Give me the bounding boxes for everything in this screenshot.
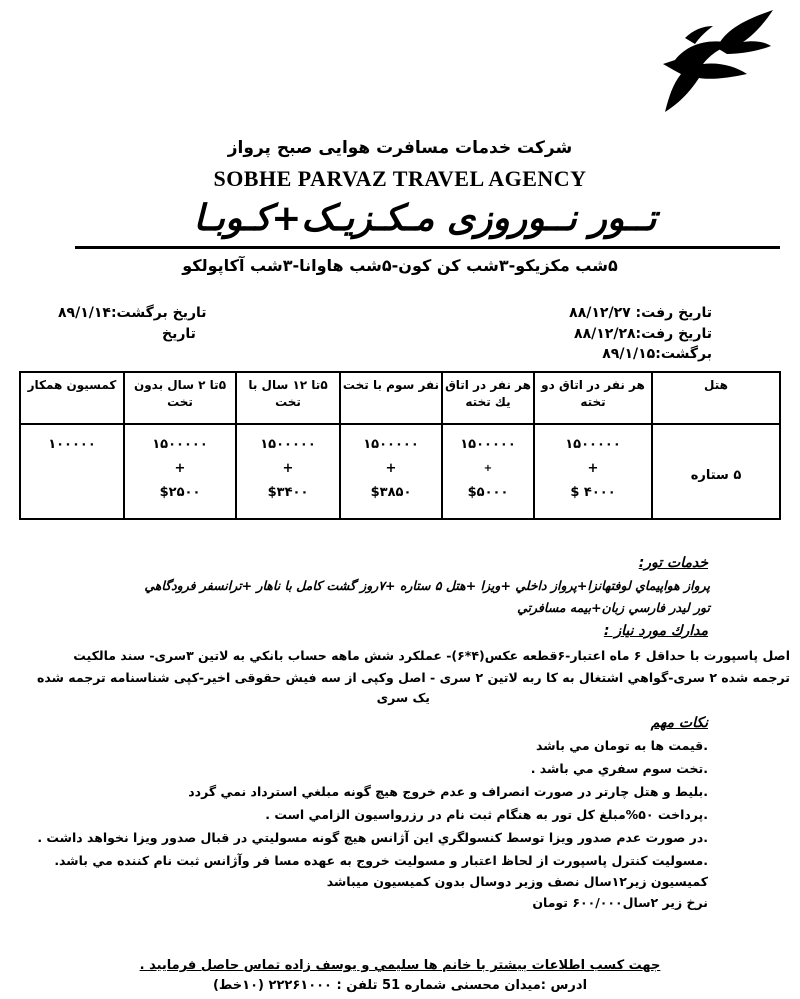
cell-third: [340, 424, 442, 519]
price-plus: +: [483, 463, 493, 474]
cell-double: [534, 424, 652, 519]
itinerary: ۵شب مکزیکو-۳شب کن کون-۵شب هاوانا-۳شب آکاپولکو: [182, 256, 618, 275]
header-child-nobed: ۵تا ۲ سال بدون تخت: [124, 372, 236, 424]
services-line-1: پرواز هواپيماي لوفتهانزا+پرواز داخلي +ويزا +هتل ۵ ستاره +۷روز گشت کامل با ناهار +ترانسفر فرودگاهي: [144, 578, 710, 593]
price-plus: +: [587, 461, 599, 476]
tour-title: تــور نــوروزی مـکـزیـک+کـوبـا: [193, 198, 657, 239]
note-item: .در صورت عدم صدور ويزا توسط کنسولگري اين آژانس هيچ گونه مسوليتي در قبال صدور ويزا نخواهد داشت .: [37, 830, 708, 845]
note-item: .بليط و هتل چارتر در صورت انصراف و عدم خروج هيچ گونه مبلغي استرداد نمي گردد: [188, 784, 708, 799]
price-rial: ۱۵۰۰۰۰۰: [260, 437, 316, 452]
title-divider: [75, 246, 780, 249]
note-item: .پرداخت ۵۰%مبلغ کل تور به هنگام ثبت نام در رزرواسيون الزامي است .: [265, 807, 708, 822]
header-hotel: هتل: [652, 372, 780, 424]
company-name-english: SOBHE PARVAZ TRAVEL AGENCY: [213, 166, 587, 191]
cell-commission: ۱۰۰۰۰۰: [20, 424, 124, 519]
note-item: .قيمت ها به تومان مي باشد: [536, 738, 708, 753]
note-item: کميسيون زير۱۲سال نصف وزير دوسال بدون کمیسیون میباشد: [326, 874, 708, 889]
note-item: .تخت سوم سفري مي باشد .: [530, 761, 708, 776]
header-child-bed: ۵تا ۱۲ سال با تخت: [236, 372, 340, 424]
cell-single: [442, 424, 534, 519]
return-date-1: تاریخ برگشت:۸۹/۱/۱۴: [58, 305, 207, 321]
header-commission: کمسیون همکار: [20, 372, 124, 424]
notes-title: نكات مهم: [650, 715, 708, 731]
note-item: نرخ زیر ۲سال۶۰۰/۰۰۰ تومان: [532, 895, 708, 910]
return-date-2: برگشت:۸۹/۱/۱۵: [602, 346, 712, 362]
services-line-2: تور ليدر فارسي زبان+بيمه مسافرتي: [517, 600, 710, 615]
price-usd: $۲۵۰۰: [159, 485, 201, 500]
header-double: هر نفر در اتاق دو تخته: [534, 372, 652, 424]
documents-line-1: اصل پاسپورت با حداقل ۶ ماه اعتبار-۶قطعه عکس(۴*۶)- عملکرد شش ماهه حساب بانکي به لاتين ۳سری- سند مالکیت: [73, 648, 790, 663]
table-header-row: [20, 372, 780, 424]
contact-info: جهت کسب اطلاعات بيشتر با خانم ها سليمي و يوسف زاده تماس حاصل فرماييد .: [139, 958, 661, 973]
cell-child-bed: [236, 424, 340, 519]
price-usd: $۳۴۰۰: [267, 485, 309, 500]
price-rial: ۱۵۰۰۰۰۰: [363, 437, 419, 452]
address-phone: ادرس :ميدان محسنی شماره 51 تلفن : ۲۲۲۶۱۰۰۰ (۱۰خط): [212, 978, 588, 993]
price-usd: $۳۸۵۰: [370, 485, 412, 500]
table-row: [20, 424, 780, 519]
header-third: نفر سوم با تخت: [340, 372, 442, 424]
documents-title: مدارك مورد نياز :: [603, 623, 708, 639]
price-table: [19, 371, 781, 520]
documents-line-2: ترجمه شده ۲ سری-گواهي اشتغال به کا ربه لاتين ۲ سری - اصل وکپی از سه فيش حقوقی اخير-کپی شناسنامه ترجمه شده: [37, 670, 790, 685]
return-date-2-label: تاریخ: [162, 326, 196, 342]
price-usd: $۵۰۰۰: [467, 485, 509, 500]
depart-date-1: تاریخ رفت: ۸۸/۱۲/۲۷: [569, 305, 712, 321]
price-rial: ۱۵۰۰۰۰۰: [565, 437, 621, 452]
price-plus: +: [282, 461, 294, 476]
price-usd: ۴۰۰۰ $: [570, 485, 616, 500]
cell-child-nobed: [124, 424, 236, 519]
company-name-persian: شرکت خدمات مسافرت هوایی صبح پرواز: [227, 138, 573, 158]
services-title: خدمات تور:: [638, 555, 708, 571]
birds-logo-icon: [655, 8, 780, 118]
price-plus: +: [385, 461, 397, 476]
cell-hotel: ۵ ستاره: [652, 424, 780, 519]
price-rial: ۱۵۰۰۰۰۰: [152, 437, 208, 452]
price-plus: +: [174, 461, 186, 476]
note-item: .مسوليت کنترل پاسپورت از لحاظ اعتبار و مسوليت خروج به عهده مسا فر وآژانس ثبت نام کننده مي باشد.: [54, 853, 708, 868]
price-rial: ۱۵۰۰۰۰۰: [460, 437, 516, 452]
documents-line-3: يک سری: [376, 690, 430, 705]
depart-date-2: تاریخ رفت:۸۸/۱۲/۲۸: [574, 326, 712, 342]
header-single: هر نفر در اتاق یك تخته: [442, 372, 534, 424]
